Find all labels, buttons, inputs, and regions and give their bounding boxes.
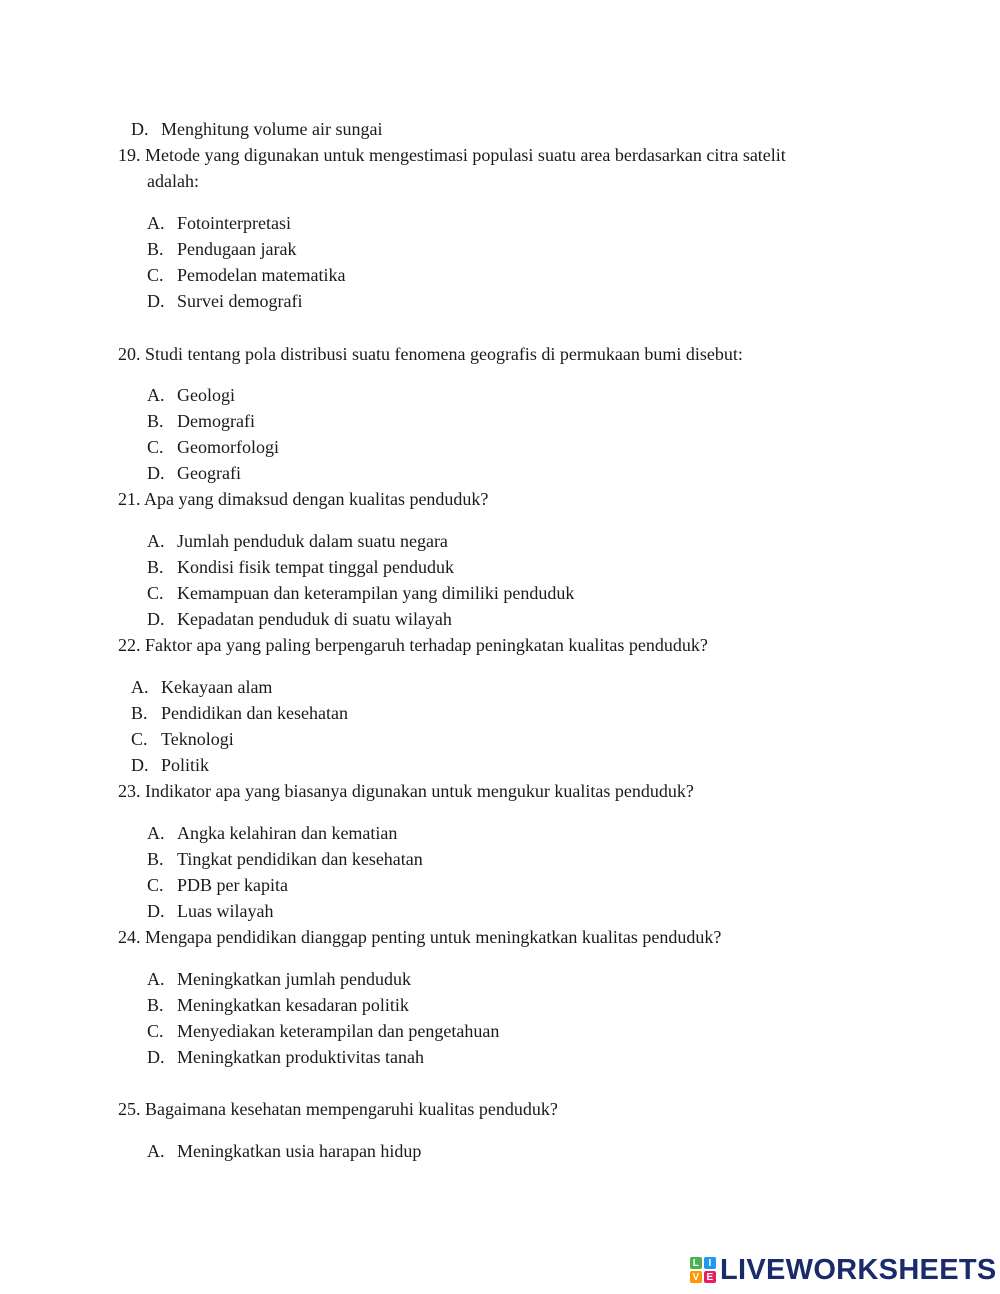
option-letter: A. (147, 531, 165, 551)
option-24-b (147, 994, 409, 1016)
option-24-c (147, 1020, 499, 1042)
option-text: Menyediakan keterampilan dan pengetahuan (177, 1021, 500, 1041)
option-letter: C. (147, 583, 164, 603)
option-text: Kemampuan dan keterampilan yang dimiliki penduduk (177, 583, 575, 603)
option-letter: C. (147, 437, 164, 457)
brand-name: LIVEWORKSHEETS (720, 1253, 997, 1286)
option-text: Kekayaan alam (161, 677, 273, 697)
question-22 (118, 634, 708, 656)
option-text: Meningkatkan kesadaran politik (177, 995, 409, 1015)
question-text: 23. Indikator apa yang biasanya digunakan untuk mengukur kualitas penduduk? (118, 781, 694, 801)
option-letter: D. (147, 463, 165, 483)
option-21-d (147, 608, 452, 630)
option-letter: B. (147, 411, 164, 431)
option-21-b (147, 556, 454, 578)
option-20-d (147, 462, 241, 484)
option-text: Tingkat pendidikan dan kesehatan (177, 849, 423, 869)
question-23 (118, 780, 694, 802)
logo-tile-i: I (704, 1257, 716, 1269)
option-25-a (147, 1140, 421, 1162)
option-letter: C. (147, 875, 164, 895)
option-text: Politik (161, 755, 210, 775)
option-letter: D. (131, 119, 149, 139)
option-19-d (147, 290, 302, 312)
option-22-b (131, 702, 348, 724)
option-letter: C. (147, 265, 164, 285)
option-letter: A. (147, 1141, 165, 1161)
option-22-c (131, 728, 234, 750)
option-letter: A. (147, 385, 165, 405)
option-19-a (147, 212, 291, 234)
option-text: Meningkatkan produktivitas tanah (177, 1047, 424, 1067)
option-23-a (147, 822, 397, 844)
option-text: Kepadatan penduduk di suatu wilayah (177, 609, 452, 629)
liveworksheets-logo[interactable] (690, 1254, 997, 1286)
question-text: 25. Bagaimana kesehatan mempengaruhi kualitas penduduk? (118, 1099, 558, 1119)
option-24-d (147, 1046, 424, 1068)
option-18-d (131, 118, 382, 140)
option-text: Menghitung volume air sungai (161, 119, 383, 139)
option-23-d (147, 900, 273, 922)
option-text: Jumlah penduduk dalam suatu negara (177, 531, 448, 551)
option-letter: A. (147, 213, 165, 233)
option-letter: C. (147, 1021, 164, 1041)
question-19 (118, 144, 786, 166)
option-text: Angka kelahiran dan kematian (177, 823, 398, 843)
option-letter: A. (147, 823, 165, 843)
option-text: Geografi (177, 463, 241, 483)
option-letter: A. (147, 969, 165, 989)
option-letter: C. (131, 729, 148, 749)
option-letter: D. (147, 1047, 165, 1067)
option-letter: D. (147, 609, 165, 629)
option-letter: D. (147, 291, 165, 311)
option-text: Geomorfologi (177, 437, 279, 457)
option-22-a (131, 676, 272, 698)
option-22-d (131, 754, 209, 776)
option-23-b (147, 848, 423, 870)
question-24 (118, 926, 721, 948)
option-letter: D. (131, 755, 149, 775)
option-text: Teknologi (161, 729, 234, 749)
question-21 (118, 488, 488, 510)
question-text: 21. Apa yang dimaksud dengan kualitas penduduk? (118, 489, 489, 509)
option-letter: D. (147, 901, 165, 921)
option-text: Geologi (177, 385, 235, 405)
option-20-b (147, 410, 255, 432)
question-text: adalah: (147, 171, 199, 191)
question-19-continuation (147, 170, 199, 192)
option-letter: B. (147, 849, 164, 869)
option-letter: A. (131, 677, 149, 697)
option-21-c (147, 582, 574, 604)
logo-tile-v: V (690, 1271, 702, 1283)
option-text: Pemodelan matematika (177, 265, 346, 285)
logo-tile-l: L (690, 1257, 702, 1269)
option-text: Kondisi fisik tempat tinggal penduduk (177, 557, 454, 577)
option-text: PDB per kapita (177, 875, 288, 895)
option-letter: B. (131, 703, 148, 723)
option-21-a (147, 530, 448, 552)
option-19-b (147, 238, 296, 260)
option-text: Demografi (177, 411, 255, 431)
question-text: 19. Metode yang digunakan untuk mengestimasi populasi suatu area berdasarkan citra satelit (118, 145, 786, 165)
option-letter: B. (147, 557, 164, 577)
question-text: 20. Studi tentang pola distribusi suatu fenomena geografis di permukaan bumi disebut: (118, 344, 743, 364)
logo-tile-e: E (704, 1271, 716, 1283)
option-20-a (147, 384, 235, 406)
question-25 (118, 1098, 558, 1120)
option-23-c (147, 874, 288, 896)
question-20 (118, 343, 743, 365)
option-text: Survei demografi (177, 291, 303, 311)
option-20-c (147, 436, 279, 458)
option-text: Pendidikan dan kesehatan (161, 703, 348, 723)
question-text: 22. Faktor apa yang paling berpengaruh terhadap peningkatan kualitas penduduk? (118, 635, 708, 655)
logo-icon (690, 1257, 716, 1283)
question-text: 24. Mengapa pendidikan dianggap penting untuk meningkatkan kualitas penduduk? (118, 927, 722, 947)
option-19-c (147, 264, 345, 286)
option-letter: B. (147, 995, 164, 1015)
option-text: Fotointerpretasi (177, 213, 291, 233)
option-text: Pendugaan jarak (177, 239, 297, 259)
option-text: Meningkatkan usia harapan hidup (177, 1141, 422, 1161)
option-text: Luas wilayah (177, 901, 274, 921)
option-letter: B. (147, 239, 164, 259)
option-text: Meningkatkan jumlah penduduk (177, 969, 411, 989)
option-24-a (147, 968, 411, 990)
